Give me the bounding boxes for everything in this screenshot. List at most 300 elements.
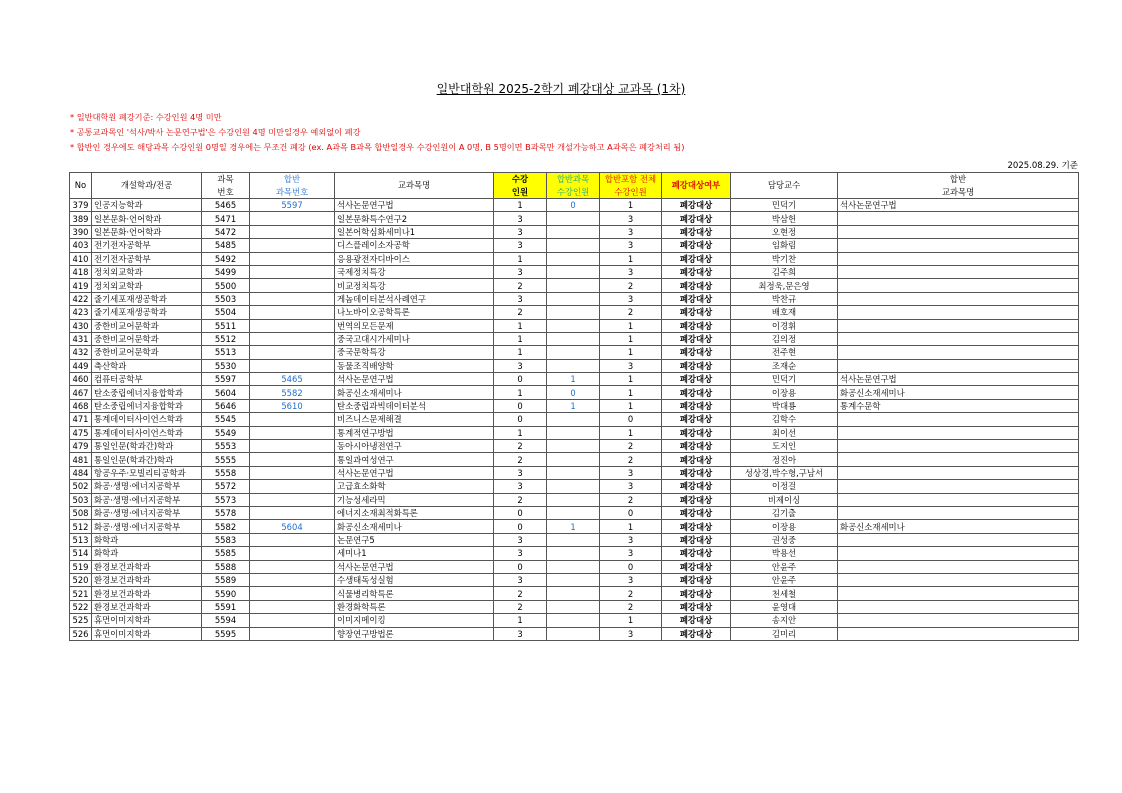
cell-no: 481 xyxy=(70,453,92,466)
cell-dept: 환경보건과학과 xyxy=(92,587,202,600)
cell-code: 5589 xyxy=(202,573,250,586)
cell-total: 2 xyxy=(600,493,662,506)
cell-code: 5595 xyxy=(202,627,250,640)
table-row xyxy=(70,306,1079,319)
cell-dept: 중한비교어문학과 xyxy=(92,346,202,359)
cell-dept: 화공·생명·에너지공학부 xyxy=(92,520,202,533)
cell-code: 5553 xyxy=(202,440,250,453)
cell-code: 5499 xyxy=(202,265,250,278)
cell-dept: 줄기세포재생공학과 xyxy=(92,306,202,319)
cell-joint-code xyxy=(250,453,335,466)
table-row xyxy=(70,627,1079,640)
cell-joint-code xyxy=(250,614,335,627)
table-row xyxy=(70,533,1079,546)
cell-prof: 김주희 xyxy=(731,265,838,278)
cell-enrolled: 1 xyxy=(494,252,547,265)
cell-status: 폐강대상 xyxy=(662,279,731,292)
cell-no: 379 xyxy=(70,199,92,212)
cell-total: 3 xyxy=(600,466,662,479)
cell-joint-enrolled xyxy=(547,212,600,225)
cell-status: 폐강대상 xyxy=(662,520,731,533)
cell-joint-enrolled xyxy=(547,413,600,426)
cell-course: 일본문화특수연구2 xyxy=(335,212,494,225)
cell-joint-code xyxy=(250,252,335,265)
table-body xyxy=(70,199,1079,641)
cell-no: 519 xyxy=(70,560,92,573)
cell-joint-course: 석사논문연구법 xyxy=(838,199,1079,212)
cell-prof: 도지인 xyxy=(731,440,838,453)
cell-code: 5511 xyxy=(202,319,250,332)
cell-code: 5492 xyxy=(202,252,250,265)
cell-code: 5585 xyxy=(202,547,250,560)
cell-prof: 배호재 xyxy=(731,306,838,319)
cell-course: 세미나1 xyxy=(335,547,494,560)
cell-no: 503 xyxy=(70,493,92,506)
cell-total: 1 xyxy=(600,386,662,399)
cell-joint-code: 5465 xyxy=(250,373,335,386)
cell-enrolled: 2 xyxy=(494,306,547,319)
cell-prof: 안윤주 xyxy=(731,573,838,586)
header-joint-course: 합반 교과목명 xyxy=(838,173,1079,199)
note-1: * 일반대학원 폐강기준: 수강인원 4명 미만 xyxy=(70,112,222,122)
cell-joint-code xyxy=(250,292,335,305)
cell-dept: 탄소중립에너지융합학과 xyxy=(92,399,202,412)
cell-no: 471 xyxy=(70,413,92,426)
cell-code: 5530 xyxy=(202,359,250,372)
table-row xyxy=(70,239,1079,252)
cell-prof: 최이선 xyxy=(731,426,838,439)
header-total: 합반포함 전체 수강인원 xyxy=(600,173,662,199)
cell-code: 5549 xyxy=(202,426,250,439)
cell-status: 폐강대상 xyxy=(662,614,731,627)
header-joint-enrolled: 합반과목 수강인원 xyxy=(547,173,600,199)
cell-joint-course xyxy=(838,212,1079,225)
cell-prof: 박대룡 xyxy=(731,399,838,412)
cell-status: 폐강대상 xyxy=(662,399,731,412)
cell-dept: 통계데이터사이언스학과 xyxy=(92,426,202,439)
cell-status: 폐강대상 xyxy=(662,292,731,305)
cell-prof: 조재순 xyxy=(731,359,838,372)
cell-no: 449 xyxy=(70,359,92,372)
cell-enrolled: 3 xyxy=(494,627,547,640)
cell-joint-code xyxy=(250,533,335,546)
cell-no: 419 xyxy=(70,279,92,292)
cell-enrolled: 0 xyxy=(494,399,547,412)
table-row xyxy=(70,265,1079,278)
header-dept: 개설학과/전공 xyxy=(92,173,202,199)
cell-code: 5590 xyxy=(202,587,250,600)
cell-joint-enrolled: 1 xyxy=(547,399,600,412)
cell-prof: 김학수 xyxy=(731,413,838,426)
cell-joint-enrolled xyxy=(547,359,600,372)
cell-joint-code: 5597 xyxy=(250,199,335,212)
cell-total: 3 xyxy=(600,359,662,372)
cell-prof: 민덕기 xyxy=(731,373,838,386)
cell-enrolled: 3 xyxy=(494,239,547,252)
cell-dept: 전기전자공학부 xyxy=(92,239,202,252)
table-row xyxy=(70,292,1079,305)
cell-code: 5503 xyxy=(202,292,250,305)
cell-joint-enrolled xyxy=(547,265,600,278)
cell-no: 514 xyxy=(70,547,92,560)
cell-status: 폐강대상 xyxy=(662,346,731,359)
cell-total: 2 xyxy=(600,440,662,453)
cell-code: 5485 xyxy=(202,239,250,252)
cell-status: 폐강대상 xyxy=(662,493,731,506)
table-row xyxy=(70,600,1079,613)
cell-joint-course xyxy=(838,239,1079,252)
cell-joint-code xyxy=(250,319,335,332)
cell-enrolled: 3 xyxy=(494,480,547,493)
cell-course: 에너지소재최적화특론 xyxy=(335,506,494,519)
cell-prof: 김미리 xyxy=(731,627,838,640)
cell-code: 5471 xyxy=(202,212,250,225)
cell-total: 0 xyxy=(600,413,662,426)
table-row xyxy=(70,332,1079,345)
cell-joint-course xyxy=(838,413,1079,426)
cell-joint-course: 화공신소재세미나 xyxy=(838,520,1079,533)
cell-code: 5578 xyxy=(202,506,250,519)
cell-code: 5588 xyxy=(202,560,250,573)
cell-joint-course xyxy=(838,466,1079,479)
cell-prof: 전주현 xyxy=(731,346,838,359)
cell-joint-course xyxy=(838,359,1079,372)
cell-joint-course xyxy=(838,493,1079,506)
cell-enrolled: 3 xyxy=(494,466,547,479)
base-date: 2025.08.29. 기준 xyxy=(1007,161,1078,171)
header-joint-code: 합반 과목번호 xyxy=(250,173,335,199)
cell-joint-enrolled xyxy=(547,252,600,265)
cell-total: 1 xyxy=(600,373,662,386)
cell-total: 3 xyxy=(600,480,662,493)
cell-joint-code xyxy=(250,279,335,292)
cell-prof: 박찬규 xyxy=(731,292,838,305)
cell-enrolled: 1 xyxy=(494,319,547,332)
table-row xyxy=(70,573,1079,586)
cell-enrolled: 0 xyxy=(494,560,547,573)
cell-joint-enrolled xyxy=(547,493,600,506)
table-header xyxy=(70,173,1079,199)
cell-dept: 화공·생명·에너지공학부 xyxy=(92,506,202,519)
cell-joint-course: 화공신소재세미나 xyxy=(838,386,1079,399)
cell-code: 5572 xyxy=(202,480,250,493)
table-row xyxy=(70,279,1079,292)
cell-dept: 정치외교학과 xyxy=(92,265,202,278)
cell-joint-course xyxy=(838,453,1079,466)
cell-no: 512 xyxy=(70,520,92,533)
cell-total: 3 xyxy=(600,573,662,586)
cell-course: 동물조직배양학 xyxy=(335,359,494,372)
cell-code: 5591 xyxy=(202,600,250,613)
cell-total: 0 xyxy=(600,560,662,573)
cell-joint-enrolled xyxy=(547,614,600,627)
cell-no: 423 xyxy=(70,306,92,319)
cell-enrolled: 2 xyxy=(494,587,547,600)
cell-no: 513 xyxy=(70,533,92,546)
cell-status: 폐강대상 xyxy=(662,587,731,600)
cell-joint-code xyxy=(250,573,335,586)
cell-enrolled: 0 xyxy=(494,506,547,519)
cell-joint-enrolled xyxy=(547,306,600,319)
cell-joint-course xyxy=(838,440,1079,453)
cell-joint-enrolled xyxy=(547,533,600,546)
cell-enrolled: 2 xyxy=(494,453,547,466)
cell-dept: 컴퓨터공학부 xyxy=(92,373,202,386)
cell-total: 1 xyxy=(600,319,662,332)
cell-total: 1 xyxy=(600,346,662,359)
cell-joint-enrolled: 1 xyxy=(547,373,600,386)
cell-dept: 인공지능학과 xyxy=(92,199,202,212)
cell-prof: 최정욱,문은영 xyxy=(731,279,838,292)
cell-joint-enrolled xyxy=(547,587,600,600)
cell-status: 폐강대상 xyxy=(662,466,731,479)
cell-dept: 화학과 xyxy=(92,533,202,546)
cell-course: 이미지메이킹 xyxy=(335,614,494,627)
cell-joint-code xyxy=(250,426,335,439)
table-row xyxy=(70,212,1079,225)
cell-joint-enrolled xyxy=(547,466,600,479)
cell-joint-course xyxy=(838,587,1079,600)
cell-joint-code xyxy=(250,440,335,453)
cell-prof: 송지안 xyxy=(731,614,838,627)
cell-dept: 통일인문(학과간)학과 xyxy=(92,440,202,453)
cell-dept: 항공우주·모빌리티공학과 xyxy=(92,466,202,479)
cell-prof: 김기출 xyxy=(731,506,838,519)
cell-status: 폐강대상 xyxy=(662,225,731,238)
cell-total: 3 xyxy=(600,212,662,225)
cell-code: 5500 xyxy=(202,279,250,292)
cell-joint-enrolled xyxy=(547,239,600,252)
cell-joint-course xyxy=(838,614,1079,627)
cell-enrolled: 0 xyxy=(494,520,547,533)
cell-joint-code xyxy=(250,627,335,640)
course-table xyxy=(69,172,1079,641)
cell-no: 522 xyxy=(70,600,92,613)
table-row xyxy=(70,506,1079,519)
cell-joint-enrolled: 0 xyxy=(547,386,600,399)
cell-prof: 박용선 xyxy=(731,547,838,560)
header-course: 교과목명 xyxy=(335,173,494,199)
cell-no: 525 xyxy=(70,614,92,627)
cell-joint-course xyxy=(838,533,1079,546)
cell-status: 폐강대상 xyxy=(662,440,731,453)
cell-prof: 성상경,박수형,구남서 xyxy=(731,466,838,479)
cell-enrolled: 1 xyxy=(494,199,547,212)
cell-status: 폐강대상 xyxy=(662,252,731,265)
table-row xyxy=(70,560,1079,573)
cell-code: 5512 xyxy=(202,332,250,345)
table-row xyxy=(70,252,1079,265)
cell-joint-enrolled xyxy=(547,547,600,560)
cell-joint-code: 5610 xyxy=(250,399,335,412)
cell-joint-code xyxy=(250,466,335,479)
document-title: 일반대학원 2025-2학기 폐강대상 교과목 (1차) xyxy=(436,82,686,96)
cell-joint-enrolled xyxy=(547,480,600,493)
cell-joint-course xyxy=(838,279,1079,292)
table-row xyxy=(70,346,1079,359)
cell-course: 중국고대시가세미나 xyxy=(335,332,494,345)
cell-code: 5465 xyxy=(202,199,250,212)
cell-joint-enrolled xyxy=(547,292,600,305)
cell-total: 2 xyxy=(600,600,662,613)
cell-prof: 윤영대 xyxy=(731,600,838,613)
cell-enrolled: 1 xyxy=(494,426,547,439)
cell-course: 석사논문연구법 xyxy=(335,466,494,479)
header-prof: 담당교수 xyxy=(731,173,838,199)
cell-code: 5583 xyxy=(202,533,250,546)
cell-joint-course xyxy=(838,252,1079,265)
cell-no: 422 xyxy=(70,292,92,305)
cell-joint-course xyxy=(838,506,1079,519)
cell-status: 폐강대상 xyxy=(662,426,731,439)
cell-prof: 이정걸 xyxy=(731,480,838,493)
cell-joint-course xyxy=(838,426,1079,439)
cell-enrolled: 1 xyxy=(494,386,547,399)
cell-joint-code xyxy=(250,212,335,225)
cell-enrolled: 3 xyxy=(494,573,547,586)
cell-joint-course xyxy=(838,560,1079,573)
cell-total: 3 xyxy=(600,292,662,305)
cell-status: 폐강대상 xyxy=(662,480,731,493)
cell-status: 폐강대상 xyxy=(662,573,731,586)
cell-joint-course xyxy=(838,346,1079,359)
cell-dept: 환경보건과학과 xyxy=(92,600,202,613)
cell-joint-code: 5582 xyxy=(250,386,335,399)
note-2: * 공통교과목인 '석사/박사 논문연구법'은 수강인원 4명 미만일경우 예외없이 폐강 xyxy=(70,127,361,137)
cell-code: 5597 xyxy=(202,373,250,386)
cell-no: 460 xyxy=(70,373,92,386)
cell-joint-course xyxy=(838,225,1079,238)
cell-enrolled: 2 xyxy=(494,600,547,613)
cell-dept: 전기전자공학부 xyxy=(92,252,202,265)
cell-joint-course xyxy=(838,573,1079,586)
cell-code: 5513 xyxy=(202,346,250,359)
cell-code: 5555 xyxy=(202,453,250,466)
cell-joint-code xyxy=(250,547,335,560)
cell-prof: 정진아 xyxy=(731,453,838,466)
table-row xyxy=(70,225,1079,238)
cell-joint-course xyxy=(838,332,1079,345)
cell-joint-enrolled xyxy=(547,560,600,573)
cell-joint-code xyxy=(250,587,335,600)
cell-joint-enrolled xyxy=(547,279,600,292)
cell-no: 418 xyxy=(70,265,92,278)
cell-status: 폐강대상 xyxy=(662,413,731,426)
cell-joint-enrolled xyxy=(547,453,600,466)
cell-no: 390 xyxy=(70,225,92,238)
cell-prof: 김의정 xyxy=(731,332,838,345)
cell-no: 431 xyxy=(70,332,92,345)
cell-joint-course xyxy=(838,306,1079,319)
cell-enrolled: 3 xyxy=(494,359,547,372)
cell-no: 403 xyxy=(70,239,92,252)
table-row xyxy=(70,480,1079,493)
cell-joint-code xyxy=(250,413,335,426)
cell-no: 526 xyxy=(70,627,92,640)
cell-total: 1 xyxy=(600,399,662,412)
cell-total: 2 xyxy=(600,453,662,466)
cell-joint-enrolled xyxy=(547,426,600,439)
cell-status: 폐강대상 xyxy=(662,319,731,332)
table-row xyxy=(70,587,1079,600)
cell-dept: 환경보건과학과 xyxy=(92,560,202,573)
cell-dept: 통일인문(학과간)학과 xyxy=(92,453,202,466)
cell-joint-enrolled xyxy=(547,506,600,519)
cell-no: 508 xyxy=(70,506,92,519)
cell-dept: 축산학과 xyxy=(92,359,202,372)
cell-total: 2 xyxy=(600,279,662,292)
cell-dept: 휴먼이미지학과 xyxy=(92,614,202,627)
cell-joint-code: 5604 xyxy=(250,520,335,533)
cell-joint-enrolled xyxy=(547,573,600,586)
cell-total: 1 xyxy=(600,426,662,439)
header-enrolled: 수강 인원 xyxy=(494,173,547,199)
cell-dept: 화공·생명·에너지공학부 xyxy=(92,480,202,493)
cell-total: 0 xyxy=(600,506,662,519)
cell-no: 467 xyxy=(70,386,92,399)
cell-enrolled: 3 xyxy=(494,265,547,278)
cell-total: 3 xyxy=(600,239,662,252)
table-row xyxy=(70,493,1079,506)
cell-course: 기능성세라믹 xyxy=(335,493,494,506)
cell-enrolled: 3 xyxy=(494,212,547,225)
cell-total: 1 xyxy=(600,252,662,265)
cell-joint-course xyxy=(838,627,1079,640)
cell-code: 5582 xyxy=(202,520,250,533)
cell-joint-code xyxy=(250,265,335,278)
cell-status: 폐강대상 xyxy=(662,306,731,319)
cell-status: 폐강대상 xyxy=(662,332,731,345)
cell-code: 5472 xyxy=(202,225,250,238)
header-code: 과목 번호 xyxy=(202,173,250,199)
cell-course: 번역의모든문제 xyxy=(335,319,494,332)
cell-joint-course xyxy=(838,600,1079,613)
cell-prof: 안윤주 xyxy=(731,560,838,573)
table-row xyxy=(70,413,1079,426)
cell-joint-course: 석사논문연구법 xyxy=(838,373,1079,386)
cell-joint-enrolled: 0 xyxy=(547,199,600,212)
cell-prof: 비제이싱 xyxy=(731,493,838,506)
cell-course: 식물병리학특론 xyxy=(335,587,494,600)
cell-course: 동아시아냉전연구 xyxy=(335,440,494,453)
cell-code: 5646 xyxy=(202,399,250,412)
cell-status: 폐강대상 xyxy=(662,453,731,466)
cell-total: 1 xyxy=(600,332,662,345)
cell-no: 430 xyxy=(70,319,92,332)
cell-enrolled: 3 xyxy=(494,533,547,546)
cell-total: 1 xyxy=(600,199,662,212)
table-row xyxy=(70,426,1079,439)
cell-dept: 중한비교어문학과 xyxy=(92,332,202,345)
table-row xyxy=(70,466,1079,479)
cell-course: 논문연구5 xyxy=(335,533,494,546)
cell-prof: 박삼헌 xyxy=(731,212,838,225)
notes xyxy=(70,110,684,155)
cell-course: 비즈니스문제해결 xyxy=(335,413,494,426)
header-no: No xyxy=(70,173,92,199)
cell-joint-course xyxy=(838,480,1079,493)
cell-joint-enrolled: 1 xyxy=(547,520,600,533)
cell-joint-code xyxy=(250,506,335,519)
cell-dept: 화공·생명·에너지공학부 xyxy=(92,493,202,506)
cell-joint-course xyxy=(838,547,1079,560)
cell-no: 484 xyxy=(70,466,92,479)
cell-no: 410 xyxy=(70,252,92,265)
header-status: 폐강대상여부 xyxy=(662,173,731,199)
cell-code: 5558 xyxy=(202,466,250,479)
cell-prof: 이장용 xyxy=(731,386,838,399)
cell-joint-course xyxy=(838,292,1079,305)
